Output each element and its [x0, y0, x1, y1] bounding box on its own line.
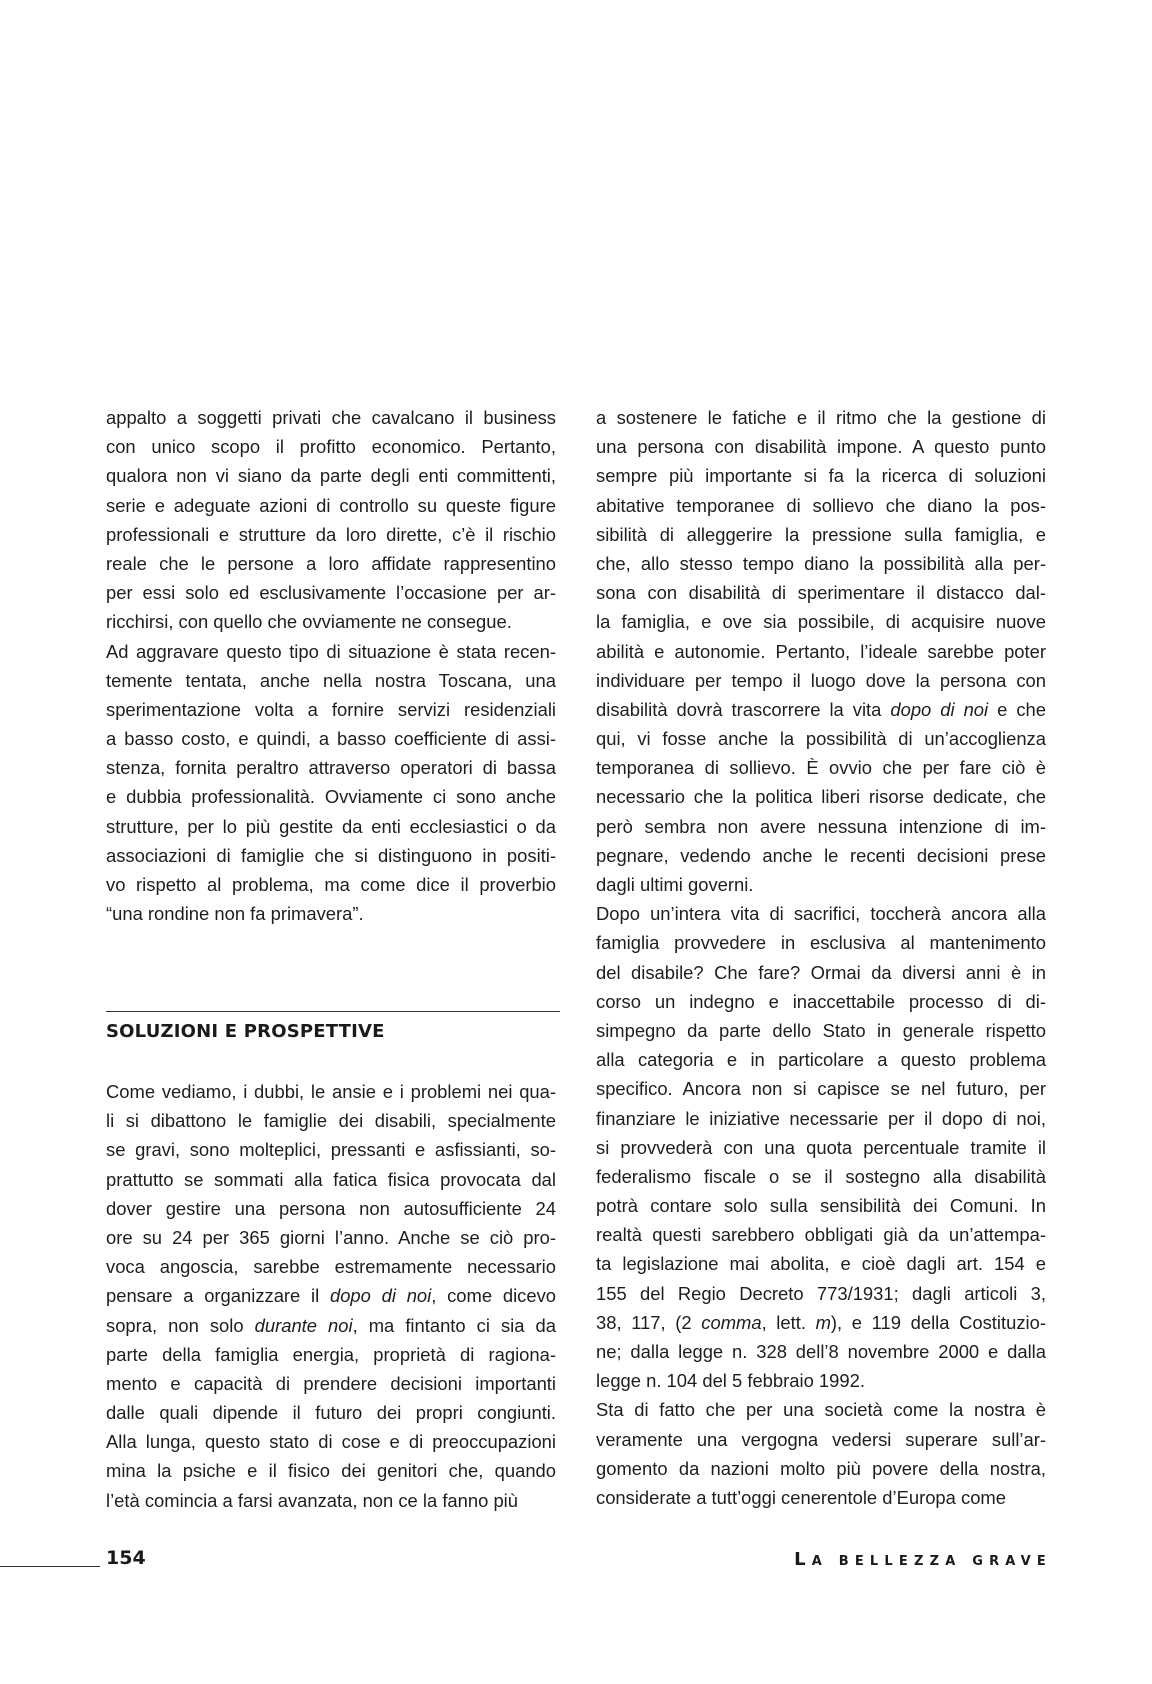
text-line: serie e adeguate azioni di controllo su queste figure [106, 494, 556, 516]
text-line: specifico. Ancora non si capisce se nel futuro, per [596, 1078, 1046, 1100]
text-line: una persona con disabilità impone. A questo punto [596, 436, 1046, 458]
text-line: pensare a organizzare il dopo di noi, come dicevo [106, 1285, 556, 1307]
text-line: associazioni di famiglie che si distinguono in positi- [106, 844, 556, 866]
text-line: ricchirsi, con quello che ovviamente ne consegue. [106, 611, 512, 633]
text-line: mina la psiche e il fisico dei genitori che, quando [106, 1460, 556, 1482]
text-line: stenza, fornita peraltro attraverso operatori di bassa [106, 757, 556, 779]
right-column-text [596, 403, 1046, 1512]
text-line: “una rondine non fa primavera”. [106, 903, 364, 925]
text-line: 38, 117, (2 comma, lett. m), e 119 della Costituzio- [596, 1311, 1046, 1333]
text-line: Ad aggravare questo tipo di situazione è stata recen- [106, 640, 556, 662]
text-line: sempre più importante si fa la ricerca di soluzioni [596, 465, 1046, 487]
text-line: qualora non vi siano da parte degli enti committenti, [106, 465, 556, 487]
section-heading: SOLUZIONI E PROSPETTIVE [106, 1021, 385, 1042]
text-line: ore su 24 per 365 giorni l’anno. Anche se ciò pro- [106, 1226, 556, 1248]
text-line: potrà contare solo sulla sensibilità dei Comuni. In [596, 1195, 1046, 1217]
text-line: e dubbia professionalità. Ovviamente ci sono anche [106, 786, 556, 808]
text-line: vo rispetto al problema, ma come dice il proverbio [106, 874, 556, 895]
text-line: sopra, non solo durante noi, ma fintanto ci sia da [106, 1314, 556, 1336]
text-line: si provvederà con una quota percentuale tramite il [596, 1136, 1046, 1158]
text-line: li si dibattono le famiglie dei disabili, specialmente [106, 1110, 556, 1132]
text-line: sona con disabilità di sperimentare il distacco dal- [596, 582, 1046, 604]
text-line: voca angoscia, sarebbe estremamente necessario [106, 1256, 556, 1278]
text-line: abitative temporanee di sollievo che diano la pos- [596, 494, 1046, 516]
text-line: considerate a tutt’oggi cenerentole d’Europa come [596, 1486, 1006, 1508]
text-line: realtà questi sarebbero obbligati già da un’attempa- [596, 1224, 1046, 1246]
text-line: gomento da nazioni molto più povere della nostra, [596, 1457, 1046, 1479]
text-line: temente tentata, anche nella nostra Toscana, una [106, 669, 556, 691]
footer-rule [0, 1566, 100, 1567]
text-line: mento e capacità di prendere decisioni importanti [106, 1372, 556, 1394]
text-line: strutture, per lo più gestite da enti ecclesiastici o da [106, 815, 556, 837]
text-line: l’età comincia a farsi avanzata, non ce la fanno più [106, 1489, 518, 1511]
text-line: dalle quali dipende il futuro dei propri congiunti. [106, 1402, 556, 1424]
section-divider [106, 1011, 560, 1012]
text-line: ne; dalla legge n. 328 dell’8 novembre 2000 e dalla [596, 1341, 1046, 1362]
text-line: parte della famiglia energia, proprietà di ragiona- [106, 1343, 556, 1365]
text-line: se gravi, sono molteplici, pressanti e asfissianti, so- [106, 1139, 556, 1161]
text-line: del disabile? Che fare? Ormai da diversi anni è in [596, 961, 1046, 983]
left-column-top-text [106, 403, 556, 928]
text-line: dagli ultimi governi. [596, 874, 754, 895]
text-line: dover gestire una persona non autosufficiente 24 [106, 1197, 556, 1219]
page-number: 154 [106, 1547, 146, 1569]
left-column-bottom-text [106, 1077, 556, 1515]
text-line: pegnare, vedendo anche le recenti decisioni prese [596, 844, 1046, 866]
text-line: federalismo fiscale o se il sostegno alla disabilità [596, 1165, 1046, 1187]
text-line: corso un indegno e inaccettabile processo di di- [596, 990, 1046, 1012]
text-line: a sostenere le fatiche e il ritmo che la gestione di [596, 407, 1046, 428]
text-line: temporanea di sollievo. È ovvio che per fare ciò è [596, 757, 1046, 779]
text-line: sibilità di alleggerire la pressione sulla famiglia, e [596, 523, 1046, 545]
text-line: legge n. 104 del 5 febbraio 1992. [596, 1370, 865, 1392]
text-line: veramente una vergogna vedersi superare sull’ar- [596, 1428, 1046, 1450]
text-line: la famiglia, e ove sia possibile, di acquisire nuove [596, 611, 1046, 633]
text-line: che, allo stesso tempo diano la possibilità alla per- [596, 552, 1046, 574]
text-line: individuare per tempo il luogo dove la persona con [596, 669, 1046, 691]
text-line: finanziare le iniziative necessarie per il dopo di noi, [596, 1107, 1046, 1129]
text-line: Dopo un’intera vita di sacrifici, toccherà ancora alla [596, 903, 1046, 925]
text-line: professionali e strutture da loro dirette, c’è il rischio [106, 523, 556, 545]
text-line: ta legislazione mai abolita, e cioè dagli art. 154 e [596, 1253, 1046, 1275]
text-line: Sta di fatto che per una società come la nostra è [596, 1399, 1046, 1421]
text-line: reale che le persone a loro affidate rappresentino [106, 552, 556, 574]
text-line: per essi solo ed esclusivamente l’occasione per ar- [106, 582, 556, 604]
text-line: prattutto se sommati alla fatica fisica provocata dal [106, 1168, 556, 1190]
text-line: alla categoria e in particolare a questo problema [596, 1049, 1046, 1071]
text-line: Alla lunga, questo stato di cose e di preoccupazioni [106, 1431, 556, 1453]
text-line: sperimentazione volta a fornire servizi residenziali [106, 698, 556, 720]
text-line: qui, vi fosse anche la possibilità di un’accoglienza [596, 728, 1046, 750]
text-line: necessario che la politica liberi risorse dedicate, che [596, 786, 1046, 808]
text-line: 155 del Regio Decreto 773/1931; dagli articoli 3, [596, 1282, 1046, 1304]
text-line: famiglia provvedere in esclusiva al mantenimento [596, 932, 1046, 954]
text-line: disabilità dovrà trascorrere la vita dopo di noi e che [596, 698, 1047, 720]
text-line: appalto a soggetti privati che cavalcano il business [106, 407, 556, 428]
running-title-cap: L [794, 1549, 812, 1570]
text-line: abilità e autonomie. Pertanto, l’ideale sarebbe poter [596, 640, 1046, 662]
running-title-rest: A BELLEZZA GRAVE [811, 1554, 1052, 1569]
text-line: però sembra non avere nessuna intenzione di im- [596, 815, 1046, 837]
text-line: con unico scopo il profitto economico. Pertanto, [106, 436, 556, 458]
running-title [794, 1549, 1052, 1570]
text-line: simpegno da parte dello Stato in generale rispetto [596, 1019, 1046, 1041]
text-line: Come vediamo, i dubbi, le ansie e i problemi nei qua- [106, 1081, 556, 1102]
text-line: a basso costo, e quindi, a basso coefficiente di assi- [106, 728, 556, 750]
